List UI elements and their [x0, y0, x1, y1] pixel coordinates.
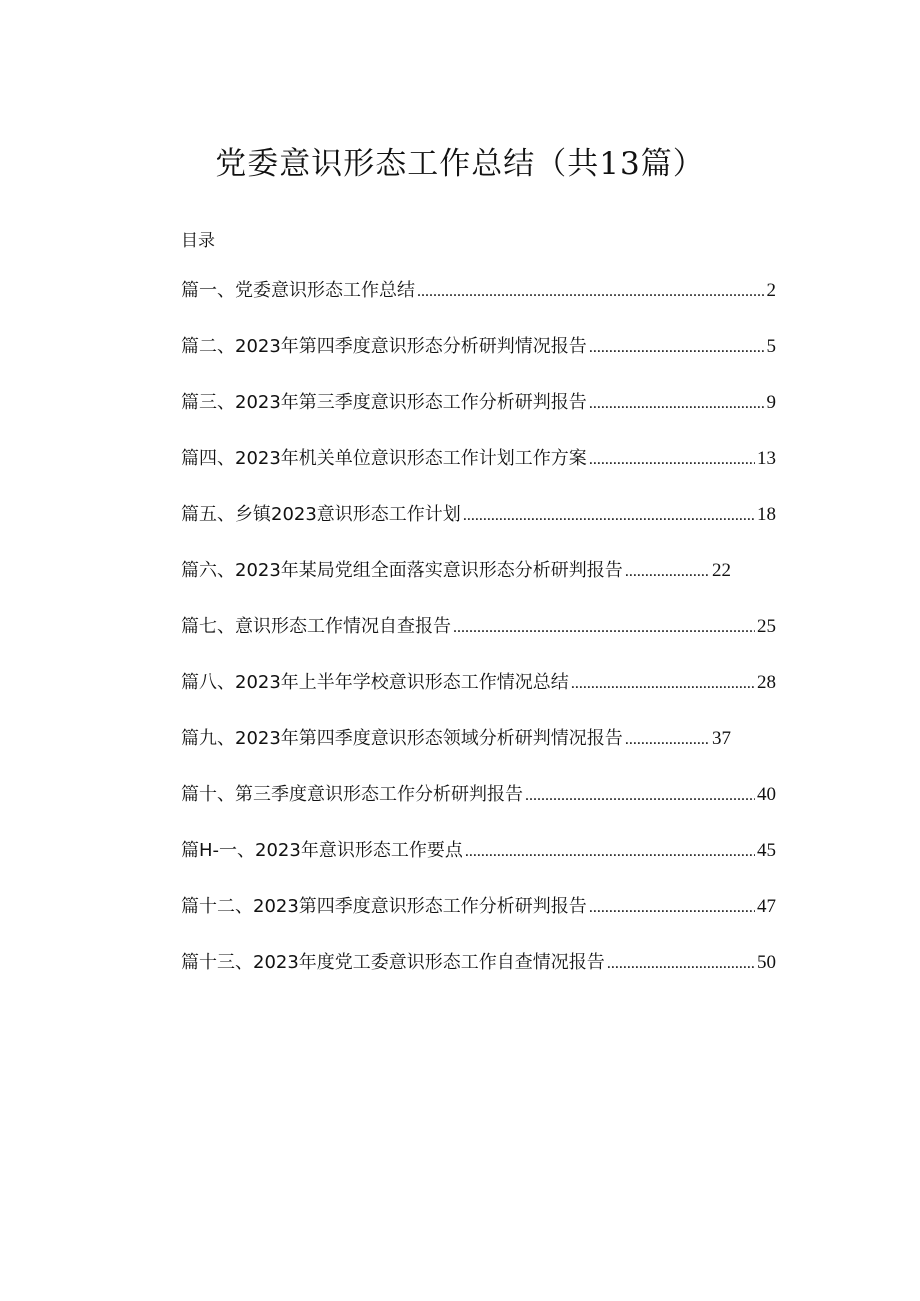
toc-page-number: 9: [766, 392, 776, 413]
toc-entry-label: 篇六、2023年某局党组全面落实意识形态分析研判报告: [181, 560, 623, 581]
toc-page-number: 2: [766, 280, 776, 301]
toc-page-number: 50: [757, 952, 776, 973]
toc-entry-label: 篇十二、2023第四季度意识形态工作分析研判报告: [181, 896, 587, 917]
toc-entry-label: 篇三、2023年第三季度意识形态工作分析研判报告: [181, 392, 587, 413]
toc-leader-dots: [463, 502, 755, 529]
toc-page-number: 47: [757, 896, 776, 917]
toc-entry-13[interactable]: [181, 950, 776, 1006]
toc-entry-11[interactable]: [181, 838, 776, 894]
toc-entry-label: 篇二、2023年第四季度意识形态分析研判情况报告: [181, 336, 587, 357]
toc-leader-dots: [589, 894, 755, 921]
toc-entry-label: 篇十、第三季度意识形态工作分析研判报告: [181, 784, 523, 805]
toc-entry-8[interactable]: [181, 670, 776, 726]
toc-entry-9[interactable]: [181, 726, 731, 782]
toc-leader-dots: [525, 782, 755, 809]
table-of-contents: [181, 278, 776, 1006]
toc-leader-dots: [607, 950, 755, 977]
toc-page-number: 28: [757, 672, 776, 693]
toc-leader-dots: [625, 726, 710, 753]
toc-leader-dots: [465, 838, 755, 865]
toc-page-number: 45: [757, 840, 776, 861]
toc-entry-label: 篇五、乡镇2023意识形态工作计划: [181, 504, 461, 525]
toc-leader-dots: [589, 390, 765, 417]
toc-heading: 目录: [181, 231, 215, 251]
toc-leader-dots: [625, 558, 710, 585]
toc-entry-5[interactable]: [181, 502, 776, 558]
toc-leader-dots: [571, 670, 755, 697]
toc-leader-dots: [453, 614, 755, 641]
toc-page-number: 22: [712, 560, 731, 581]
toc-entry-label: 篇八、2023年上半年学校意识形态工作情况总结: [181, 672, 569, 693]
toc-entry-10[interactable]: [181, 782, 776, 838]
toc-page-number: 13: [757, 448, 776, 469]
toc-entry-4[interactable]: [181, 446, 776, 502]
toc-entry-label: 篇十三、2023年度党工委意识形态工作自查情况报告: [181, 952, 605, 973]
toc-entry-label: 篇H-一、2023年意识形态工作要点: [181, 840, 463, 861]
toc-leader-dots: [417, 278, 765, 305]
toc-entry-1[interactable]: [181, 278, 776, 334]
toc-page-number: 5: [766, 336, 776, 357]
toc-entry-label: 篇四、2023年机关单位意识形态工作计划工作方案: [181, 448, 587, 469]
toc-leader-dots: [589, 334, 765, 361]
toc-page-number: 40: [757, 784, 776, 805]
toc-entry-6[interactable]: [181, 558, 731, 614]
page-title: 党委意识形态工作总结（共13篇）: [215, 146, 705, 182]
toc-entry-12[interactable]: [181, 894, 776, 950]
toc-page-number: 18: [757, 504, 776, 525]
toc-page-number: 37: [712, 728, 731, 749]
toc-entry-7[interactable]: [181, 614, 776, 670]
toc-entry-label: 篇九、2023年第四季度意识形态领域分析研判情况报告: [181, 728, 623, 749]
toc-entry-label: 篇一、党委意识形态工作总结: [181, 280, 415, 301]
toc-entry-3[interactable]: [181, 390, 776, 446]
toc-leader-dots: [589, 446, 755, 473]
toc-page-number: 25: [757, 616, 776, 637]
toc-entry-label: 篇七、意识形态工作情况自查报告: [181, 616, 451, 637]
toc-entry-2[interactable]: [181, 334, 776, 390]
